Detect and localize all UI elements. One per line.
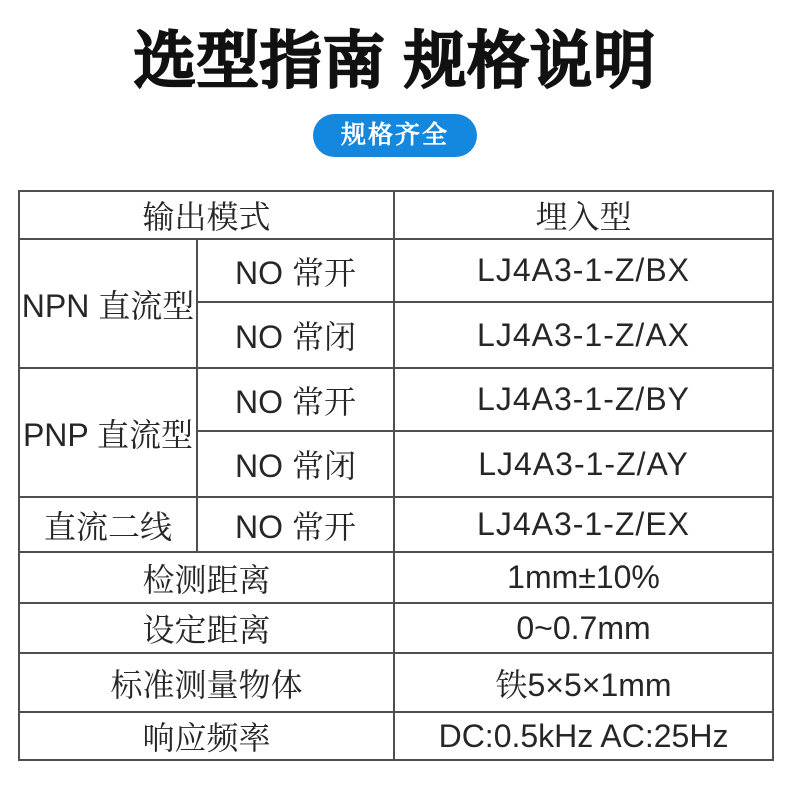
spec-value-response-frequency: DC:0.5kHz AC:25Hz [394,712,773,760]
page-title: 选型指南 规格说明 [133,27,657,96]
spec-value-standard-object: 铁5×5×1mm [394,653,773,712]
group-label-npn: NPN 直流型 [19,239,197,368]
spec-label-standard-object: 标准测量物体 [19,653,394,712]
group-label-dc2wire: 直流二线 [19,497,197,552]
mode-cell-pnp-no: NO 常开 [197,368,394,431]
spec-badge: 规格齐全 [313,114,477,157]
spec-value-set-distance: 0~0.7mm [394,603,773,653]
spec-value-detect-distance: 1mm±10% [394,552,773,603]
mode-cell-npn-no: NO 常开 [197,239,394,302]
model-cell-npn-nc: LJ4A3-1-Z/AX [394,302,773,368]
spec-table [18,190,774,761]
table-row-detect-distance [19,552,773,603]
table-row-response-frequency [19,712,773,760]
spec-label-response-frequency: 响应频率 [19,712,394,760]
spec-label-set-distance: 设定距离 [19,603,394,653]
model-cell-npn-no: LJ4A3-1-Z/BX [394,239,773,302]
mode-cell-pnp-nc: NO 常闭 [197,431,394,497]
header-output-mode: 输出模式 [19,191,394,239]
table-row-set-distance [19,603,773,653]
table-row-standard-object [19,653,773,712]
spec-label-detect-distance: 检测距离 [19,552,394,603]
table-row-dc2wire [19,497,773,552]
model-cell-dc2wire: LJ4A3-1-Z/EX [394,497,773,552]
table-row-pnp-no [19,368,773,431]
table-row-npn-no [19,239,773,302]
model-cell-pnp-nc: LJ4A3-1-Z/AY [394,431,773,497]
group-label-pnp: PNP 直流型 [19,368,197,497]
table-header-row [19,191,773,239]
mode-cell-dc2wire: NO 常开 [197,497,394,552]
model-cell-pnp-no: LJ4A3-1-Z/BY [394,368,773,431]
mode-cell-npn-nc: NO 常闭 [197,302,394,368]
header-flush-type: 埋入型 [394,191,773,239]
